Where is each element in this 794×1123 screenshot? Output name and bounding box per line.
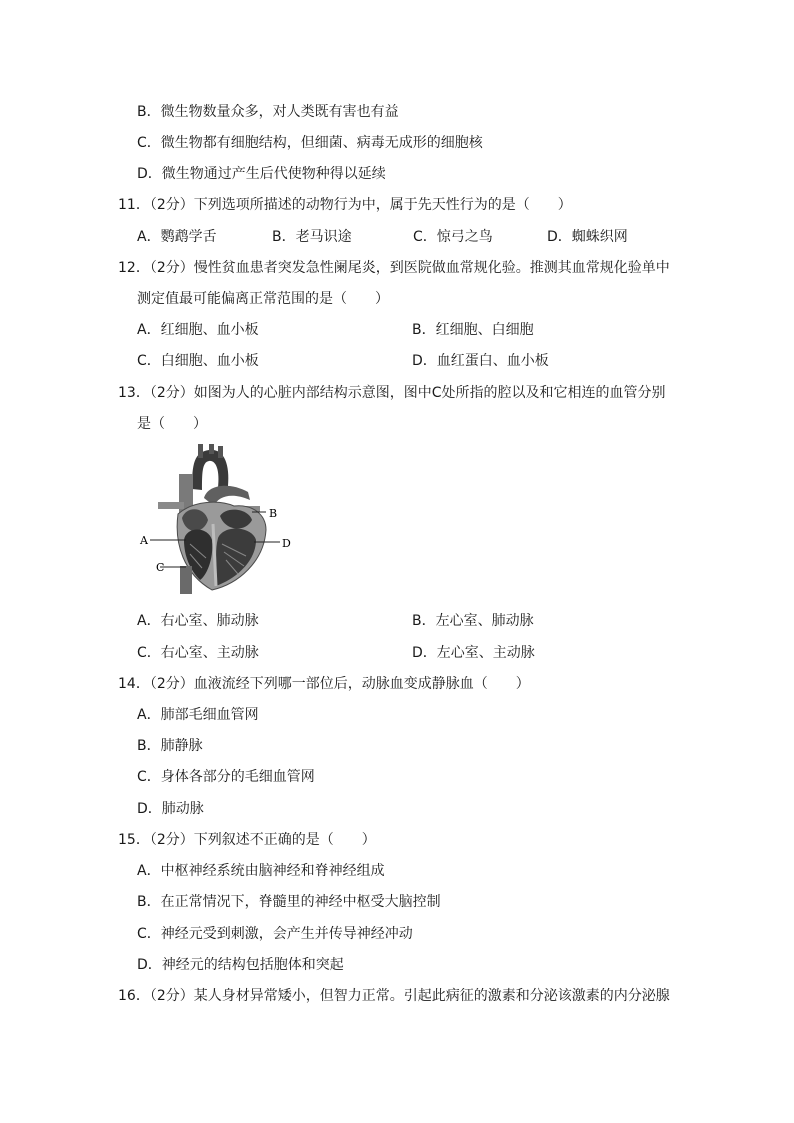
q12-stem-line1: 12．（2分）慢性贫血患者突发急性阑尾炎，到医院做血常规化验。推测其血常规化验单中 [118,260,670,276]
heart-diagram [134,444,304,594]
q12-option-d: D．血红蛋白、血小板 [412,353,549,369]
q13-option-b: B．左心室、肺动脉 [412,613,534,629]
q14-option-b: B．肺静脉 [137,738,203,754]
q12-option-b: B．红细胞、白细胞 [412,322,534,338]
q11-option-d: D．蜘蛛织网 [547,229,628,245]
q12-option-a: A．红细胞、血小板 [137,322,259,338]
label-c: C [156,561,165,574]
q13-option-d: D．左心室、主动脉 [412,645,535,661]
q10-option-b: B．微生物数量众多，对人类既有害也有益 [137,104,399,120]
q16-stem: 16．（2分）某人身材异常矮小，但智力正常。引起此病征的激素和分泌该激素的内分泌腺 [118,988,670,1004]
q11-stem: 11．（2分）下列选项所描述的动物行为中，属于先天性行为的是（ ） [118,197,572,213]
q12-option-c: C．白细胞、血小板 [137,353,259,369]
q10-option-d: D．微生物通过产生后代使物种得以延续 [137,166,386,182]
q14-stem: 14．（2分）血液流经下列哪一部位后，动脉血变成静脉血（ ） [118,676,530,692]
q11-option-a: A．鹦鹉学舌 [137,229,217,245]
q14-option-d: D．肺动脉 [137,801,204,817]
q13-stem-line2: 是（ ） [137,416,207,432]
q15-option-c: C．神经元受到刺激，会产生并传导神经冲动 [137,926,413,942]
q15-stem: 15．（2分）下列叙述不正确的是（ ） [118,832,376,848]
q11-option-b: B．老马识途 [272,229,352,245]
q14-option-c: C．身体各部分的毛细血管网 [137,769,315,785]
q13-option-c: C．右心室、主动脉 [137,645,259,661]
label-d: D [282,537,291,550]
q13-stem-line1: 13．（2分）如图为人的心脏内部结构示意图，图中C处所指的腔以及和它相连的血管分别 [118,385,666,401]
q10-option-c: C．微生物都有细胞结构，但细菌、病毒无成形的细胞核 [137,135,483,151]
q11-option-c: C．惊弓之鸟 [413,229,493,245]
q12-stem-line2: 测定值最可能偏离正常范围的是（ ） [137,291,389,307]
q14-option-a: A．肺部毛细血管网 [137,707,259,723]
q15-option-d: D．神经元的结构包括胞体和突起 [137,957,344,973]
label-b: B [269,507,278,520]
q13-option-a: A．右心室、肺动脉 [137,613,259,629]
q15-option-a: A．中枢神经系统由脑神经和脊神经组成 [137,863,385,879]
label-a: A [140,534,148,547]
q15-option-b: B．在正常情况下，脊髓里的神经中枢受大脑控制 [137,894,441,910]
